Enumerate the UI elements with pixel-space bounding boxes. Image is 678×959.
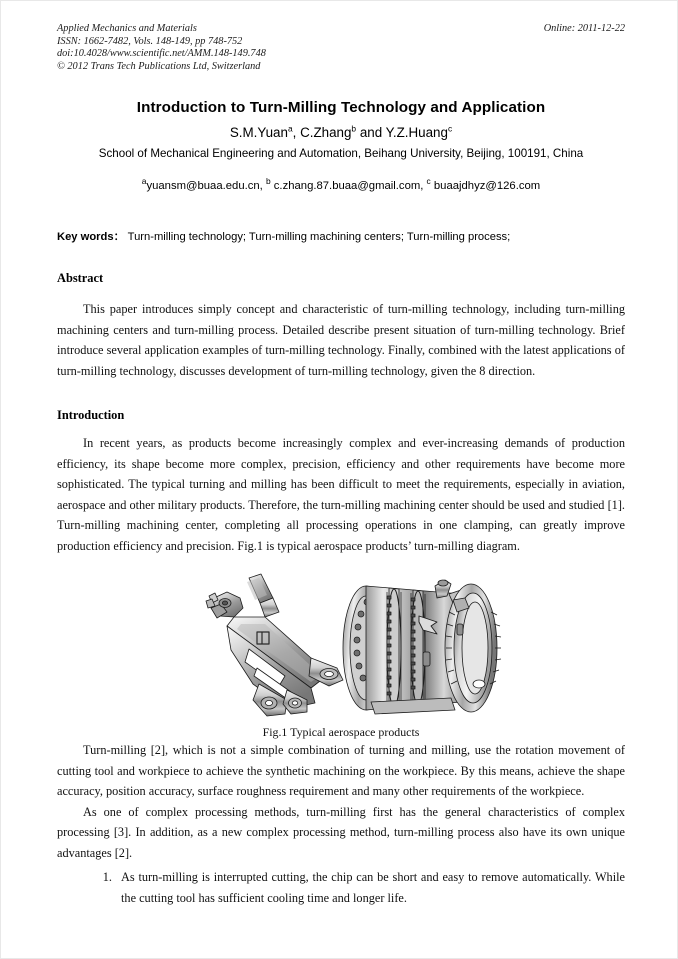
- figure-1-image: [161, 572, 521, 722]
- introduction-paragraph-3: As one of complex processing methods, turn-milling first has the general characteristics of complex processing [3]. In addition, as a new complex processing method, turn-milling process also have its own unique advantages [2].: [57, 804, 625, 860]
- author-3: Y.Z.Huang: [385, 125, 448, 141]
- author-emails: [57, 176, 625, 193]
- abstract-heading: Abstract: [57, 271, 104, 286]
- affiliation: School of Mechanical Engineering and Automation, Beihang University, Beijing, 100191, China: [98, 147, 584, 161]
- keywords-label: Key words：: [57, 231, 125, 244]
- title-block: [57, 99, 625, 192]
- page-content: [57, 23, 625, 908]
- email-1: yuansm@buaa.edu.cn,: [146, 180, 266, 193]
- journal-issn: ISSN: 1662-7482, Vols. 148-149, pp 748-752: [57, 35, 243, 47]
- figure-1: [57, 572, 625, 740]
- email-3-marker: c: [426, 176, 431, 187]
- abstract-text: This paper introduces simply concept and characteristic of turn-milling technology, including turn-milling machining centers and turn-milling process. Detailed describe present situation of turn-milling technology. Brief introduce several application examples of turn-milling technology. Finally, combined with the latest applications of turn-milling technology, discusses development of turn-milling technology, given the 8 direction.: [57, 302, 625, 378]
- email-2-marker: b: [265, 176, 271, 187]
- introduction-paragraph-1: In recent years, as products become increasingly complex and ever-increasing demands of production efficiency, its shape become more complex, precision, efficiency and other requirements have become more sophisticated. The typical turning and milling has been difficult to meet the requirements, especially in aviation, aerospace and other military products. Therefore, the turn-milling machining center should be used and studied [1]. Turn-milling machining center, completing all processing operations in one clamping, can greatly improve production efficiency and precision. Fig.1 is typical aerospace products’ turn-milling diagram.: [57, 436, 625, 553]
- journal-doi: doi:10.4028/www.scientific.net/AMM.148-149.748: [57, 48, 266, 60]
- engine-casing-illustration: [343, 580, 501, 714]
- author-2-affiliation-marker: b: [351, 123, 357, 134]
- introduction-paragraph-2: Turn-milling [2], which is not a simple combination of turning and milling, use the rotation movement of cutting tool and workpiece to achieve the synthetic machining on the workpiece. By this means, achieve the shape accuracy, position accuracy, surface roughness requirement and many other requirements of the workpiece.: [57, 743, 625, 799]
- journal-copyright: © 2012 Trans Tech Publications Ltd, Switzerland: [57, 60, 261, 72]
- keywords-line: [57, 228, 625, 244]
- author-3-affiliation-marker: c: [447, 123, 453, 134]
- journal-masthead: [57, 23, 625, 73]
- online-publication-date: Online: 2011-12-22: [543, 23, 625, 34]
- email-2: c.zhang.87.buaa@gmail.com,: [270, 180, 427, 193]
- author-separator-1: ,: [292, 125, 301, 141]
- journal-name: Applied Mechanics and Materials: [57, 23, 197, 34]
- email-3: buaajdhyz@126.com: [430, 180, 541, 193]
- email-1-marker: a: [141, 176, 147, 187]
- author-1: S.M.Yuan: [229, 125, 288, 141]
- author-separator-2: and: [356, 125, 386, 141]
- list-item: 1. As turn-milling is interrupted cutting, the chip can be short and easy to remove automatically. While the cutting tool has sufficient cooling time and longer life.: [115, 867, 625, 908]
- author-list: [57, 125, 625, 140]
- figure-1-caption: Fig.1 Typical aerospace products: [262, 725, 420, 740]
- introduction-heading: Introduction: [57, 408, 125, 423]
- advantages-list: [57, 867, 625, 908]
- keywords-value: Turn-milling technology; Turn-milling machining centers; Turn-milling process;: [127, 231, 511, 244]
- author-1-affiliation-marker: a: [287, 123, 293, 134]
- author-2: C.Zhang: [300, 125, 352, 141]
- page-title: Introduction to Turn-Milling Technology and Application: [136, 99, 546, 117]
- landing-gear-illustration: [206, 574, 343, 716]
